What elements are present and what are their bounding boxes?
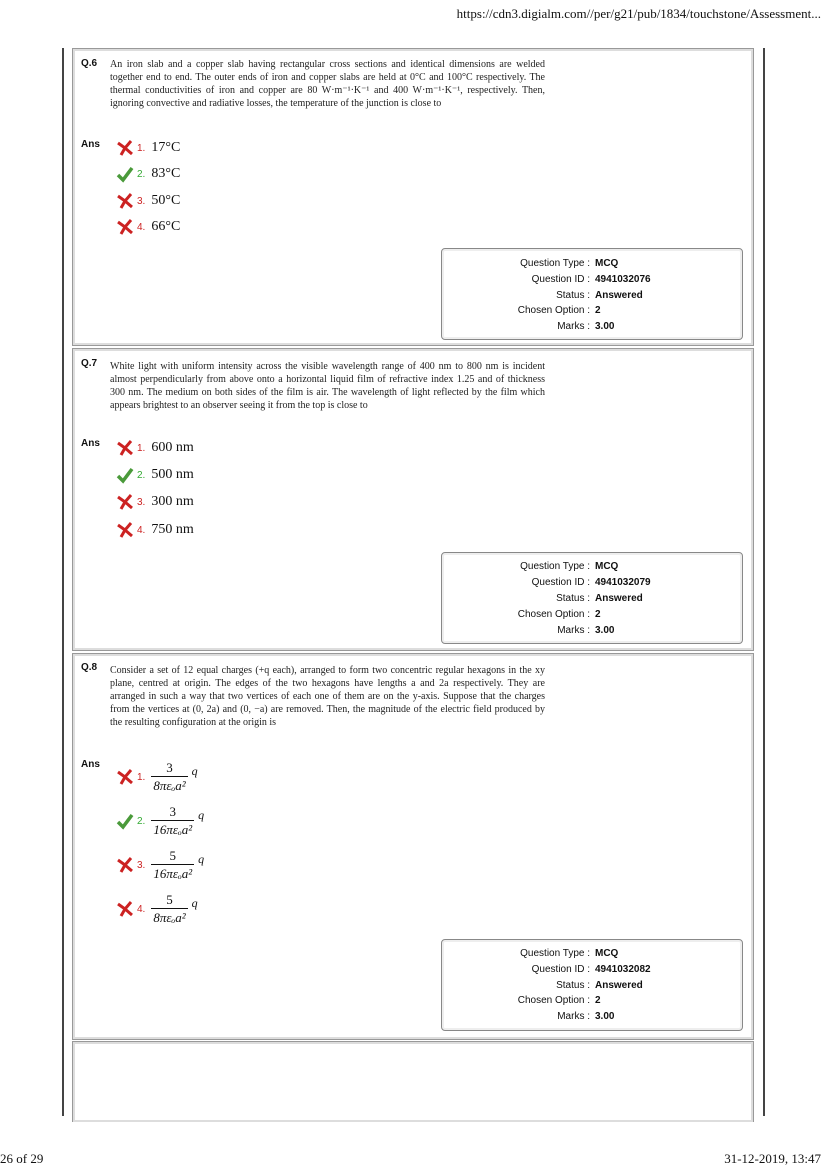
- info-label: Question Type :: [520, 948, 590, 959]
- chosen-option-value: 2: [595, 995, 601, 1006]
- option-number: 1.: [137, 442, 146, 454]
- check-icon: [116, 165, 134, 183]
- fraction: [151, 848, 194, 882]
- info-label: Marks :: [557, 1011, 590, 1022]
- info-label: Question ID :: [531, 964, 590, 975]
- cross-icon: [116, 900, 134, 918]
- option-text: 17°C: [151, 140, 181, 155]
- info-label: Question ID :: [531, 274, 590, 285]
- cross-icon: [116, 493, 134, 511]
- cross-icon: [116, 521, 134, 539]
- marks-value: 3.00: [595, 321, 615, 332]
- option: [116, 190, 180, 212]
- option: [116, 893, 198, 925]
- option: [116, 761, 198, 793]
- fraction: [151, 892, 187, 926]
- option-number: 4.: [137, 221, 146, 233]
- option: [116, 805, 204, 837]
- charge-symbol: q: [191, 895, 198, 910]
- option-number: 4.: [137, 524, 146, 536]
- info-label: Status :: [556, 290, 590, 301]
- question-text: An iron slab and a copper slab having rectangular cross sections and identical dimensions are welded together end to end. The outer ends of iron and copper slabs are held at 0°C and 100°C respectively. The thermal conductivities of iron and copper are 80 W·m⁻¹·K⁻¹ and 400 W·m⁻¹·K⁻¹, respectively. Then, ignoring convective and radiative losses, the temperature of the junction is close to: [110, 59, 545, 109]
- ans-label: Ans: [81, 139, 100, 150]
- option: [116, 137, 180, 159]
- ans-label: Ans: [81, 438, 100, 449]
- cross-icon: [116, 139, 134, 157]
- status-value: Answered: [595, 980, 643, 991]
- cross-icon: [116, 192, 134, 210]
- question-id-value: 4941032082: [595, 964, 651, 975]
- option-number: 3.: [137, 195, 146, 207]
- option: [116, 519, 194, 541]
- option-number: 3.: [137, 859, 146, 871]
- fraction-denominator: 16πεₒa²: [153, 822, 193, 837]
- fraction-numerator: 3: [166, 760, 173, 775]
- info-label: Question ID :: [531, 577, 590, 588]
- option-text: 50°C: [151, 193, 181, 208]
- option-text: 500 nm: [151, 467, 194, 482]
- option: [116, 849, 204, 881]
- info-label: Chosen Option :: [517, 305, 590, 316]
- question-type-value: MCQ: [595, 561, 619, 572]
- chosen-option-value: 2: [595, 305, 601, 316]
- fraction-denominator: 8πεₒa²: [153, 910, 186, 925]
- option-number: 2.: [137, 168, 146, 180]
- charge-symbol: q: [198, 851, 205, 866]
- status-value: Answered: [595, 290, 643, 301]
- cross-icon: [116, 768, 134, 786]
- marks-value: 3.00: [595, 1011, 615, 1022]
- question-info-box: [441, 248, 743, 340]
- fraction-numerator: 3: [169, 804, 176, 819]
- fraction: [151, 760, 187, 794]
- question-type-value: MCQ: [595, 948, 619, 959]
- fraction-numerator: 5: [166, 892, 173, 907]
- print-datetime: 31-12-2019, 13:47: [724, 1151, 821, 1166]
- info-label: Chosen Option :: [517, 609, 590, 620]
- info-label: Status :: [556, 593, 590, 604]
- fraction-denominator: 16πεₒa²: [153, 866, 193, 881]
- ans-label: Ans: [81, 759, 100, 770]
- chosen-option-value: 2: [595, 609, 601, 620]
- info-label: Question Type :: [520, 561, 590, 572]
- status-value: Answered: [595, 593, 643, 604]
- right-border: [763, 48, 765, 1116]
- option: [116, 163, 180, 185]
- option: [116, 216, 180, 238]
- marks-value: 3.00: [595, 625, 615, 636]
- question-type-value: MCQ: [595, 258, 619, 269]
- option-text: 83°C: [151, 166, 181, 181]
- option-text: 750 nm: [151, 522, 194, 537]
- cross-icon: [116, 856, 134, 874]
- option-text: 66°C: [151, 219, 181, 234]
- question-number: Q.6: [81, 58, 98, 69]
- charge-symbol: q: [198, 807, 205, 822]
- option-number: 2.: [137, 815, 146, 827]
- question-id-value: 4941032076: [595, 274, 651, 285]
- option-number: 3.: [137, 496, 146, 508]
- option: [116, 464, 194, 486]
- question-panel-empty: [72, 1041, 754, 1122]
- question-number: Q.7: [81, 358, 98, 369]
- page-number: 26 of 29: [0, 1151, 44, 1166]
- info-label: Status :: [556, 980, 590, 991]
- question-info-box: [441, 552, 743, 644]
- check-icon: [116, 812, 134, 830]
- info-label: Question Type :: [520, 258, 590, 269]
- info-label: Marks :: [557, 321, 590, 332]
- info-label: Chosen Option :: [517, 995, 590, 1006]
- option-number: 1.: [137, 771, 146, 783]
- question-info-box: [441, 939, 743, 1031]
- option-text: 300 nm: [151, 494, 194, 509]
- option: [116, 491, 194, 513]
- cross-icon: [116, 439, 134, 457]
- info-label: Marks :: [557, 625, 590, 636]
- left-border: [62, 48, 64, 1116]
- check-icon: [116, 466, 134, 484]
- option: [116, 437, 194, 459]
- option-number: 2.: [137, 469, 146, 481]
- question-text: White light with uniform intensity across the visible wavelength range of 400 nm to 800 nm is incident almost perpendicularly from above onto a horizontal liquid film of refractive index 1.25 and of thickness 300 nm. The medium on both sides of the film is air. The wavelength of light reflected by the film which appears brightest to an observer seeing it from the top is close to: [110, 361, 545, 411]
- charge-symbol: q: [191, 763, 198, 778]
- question-number: Q.8: [81, 662, 98, 673]
- option-text: 600 nm: [151, 440, 194, 455]
- option-number: 4.: [137, 903, 146, 915]
- question-text: Consider a set of 12 equal charges (+q each), arranged to form two concentric regular hexagons in the xy plane, centred at origin. The edges of the two hexagons have lengths a and 2a respectively. They are arranged in such a way that two vertices of each one of them are on the y-axis. Suppose that the charges from the vertices at (0, 2a) and (0, −a) are removed. Then, the magnitude of the electric field produced by the resulting configuration at the origin is: [110, 665, 545, 728]
- fraction: [151, 804, 194, 838]
- fraction-numerator: 5: [169, 848, 176, 863]
- fraction-denominator: 8πεₒa²: [153, 778, 186, 793]
- option-number: 1.: [137, 142, 146, 154]
- page-url: https://cdn3.digialm.com//per/g21/pub/1834/touchstone/Assessment...: [456, 6, 821, 21]
- question-id-value: 4941032079: [595, 577, 651, 588]
- cross-icon: [116, 218, 134, 236]
